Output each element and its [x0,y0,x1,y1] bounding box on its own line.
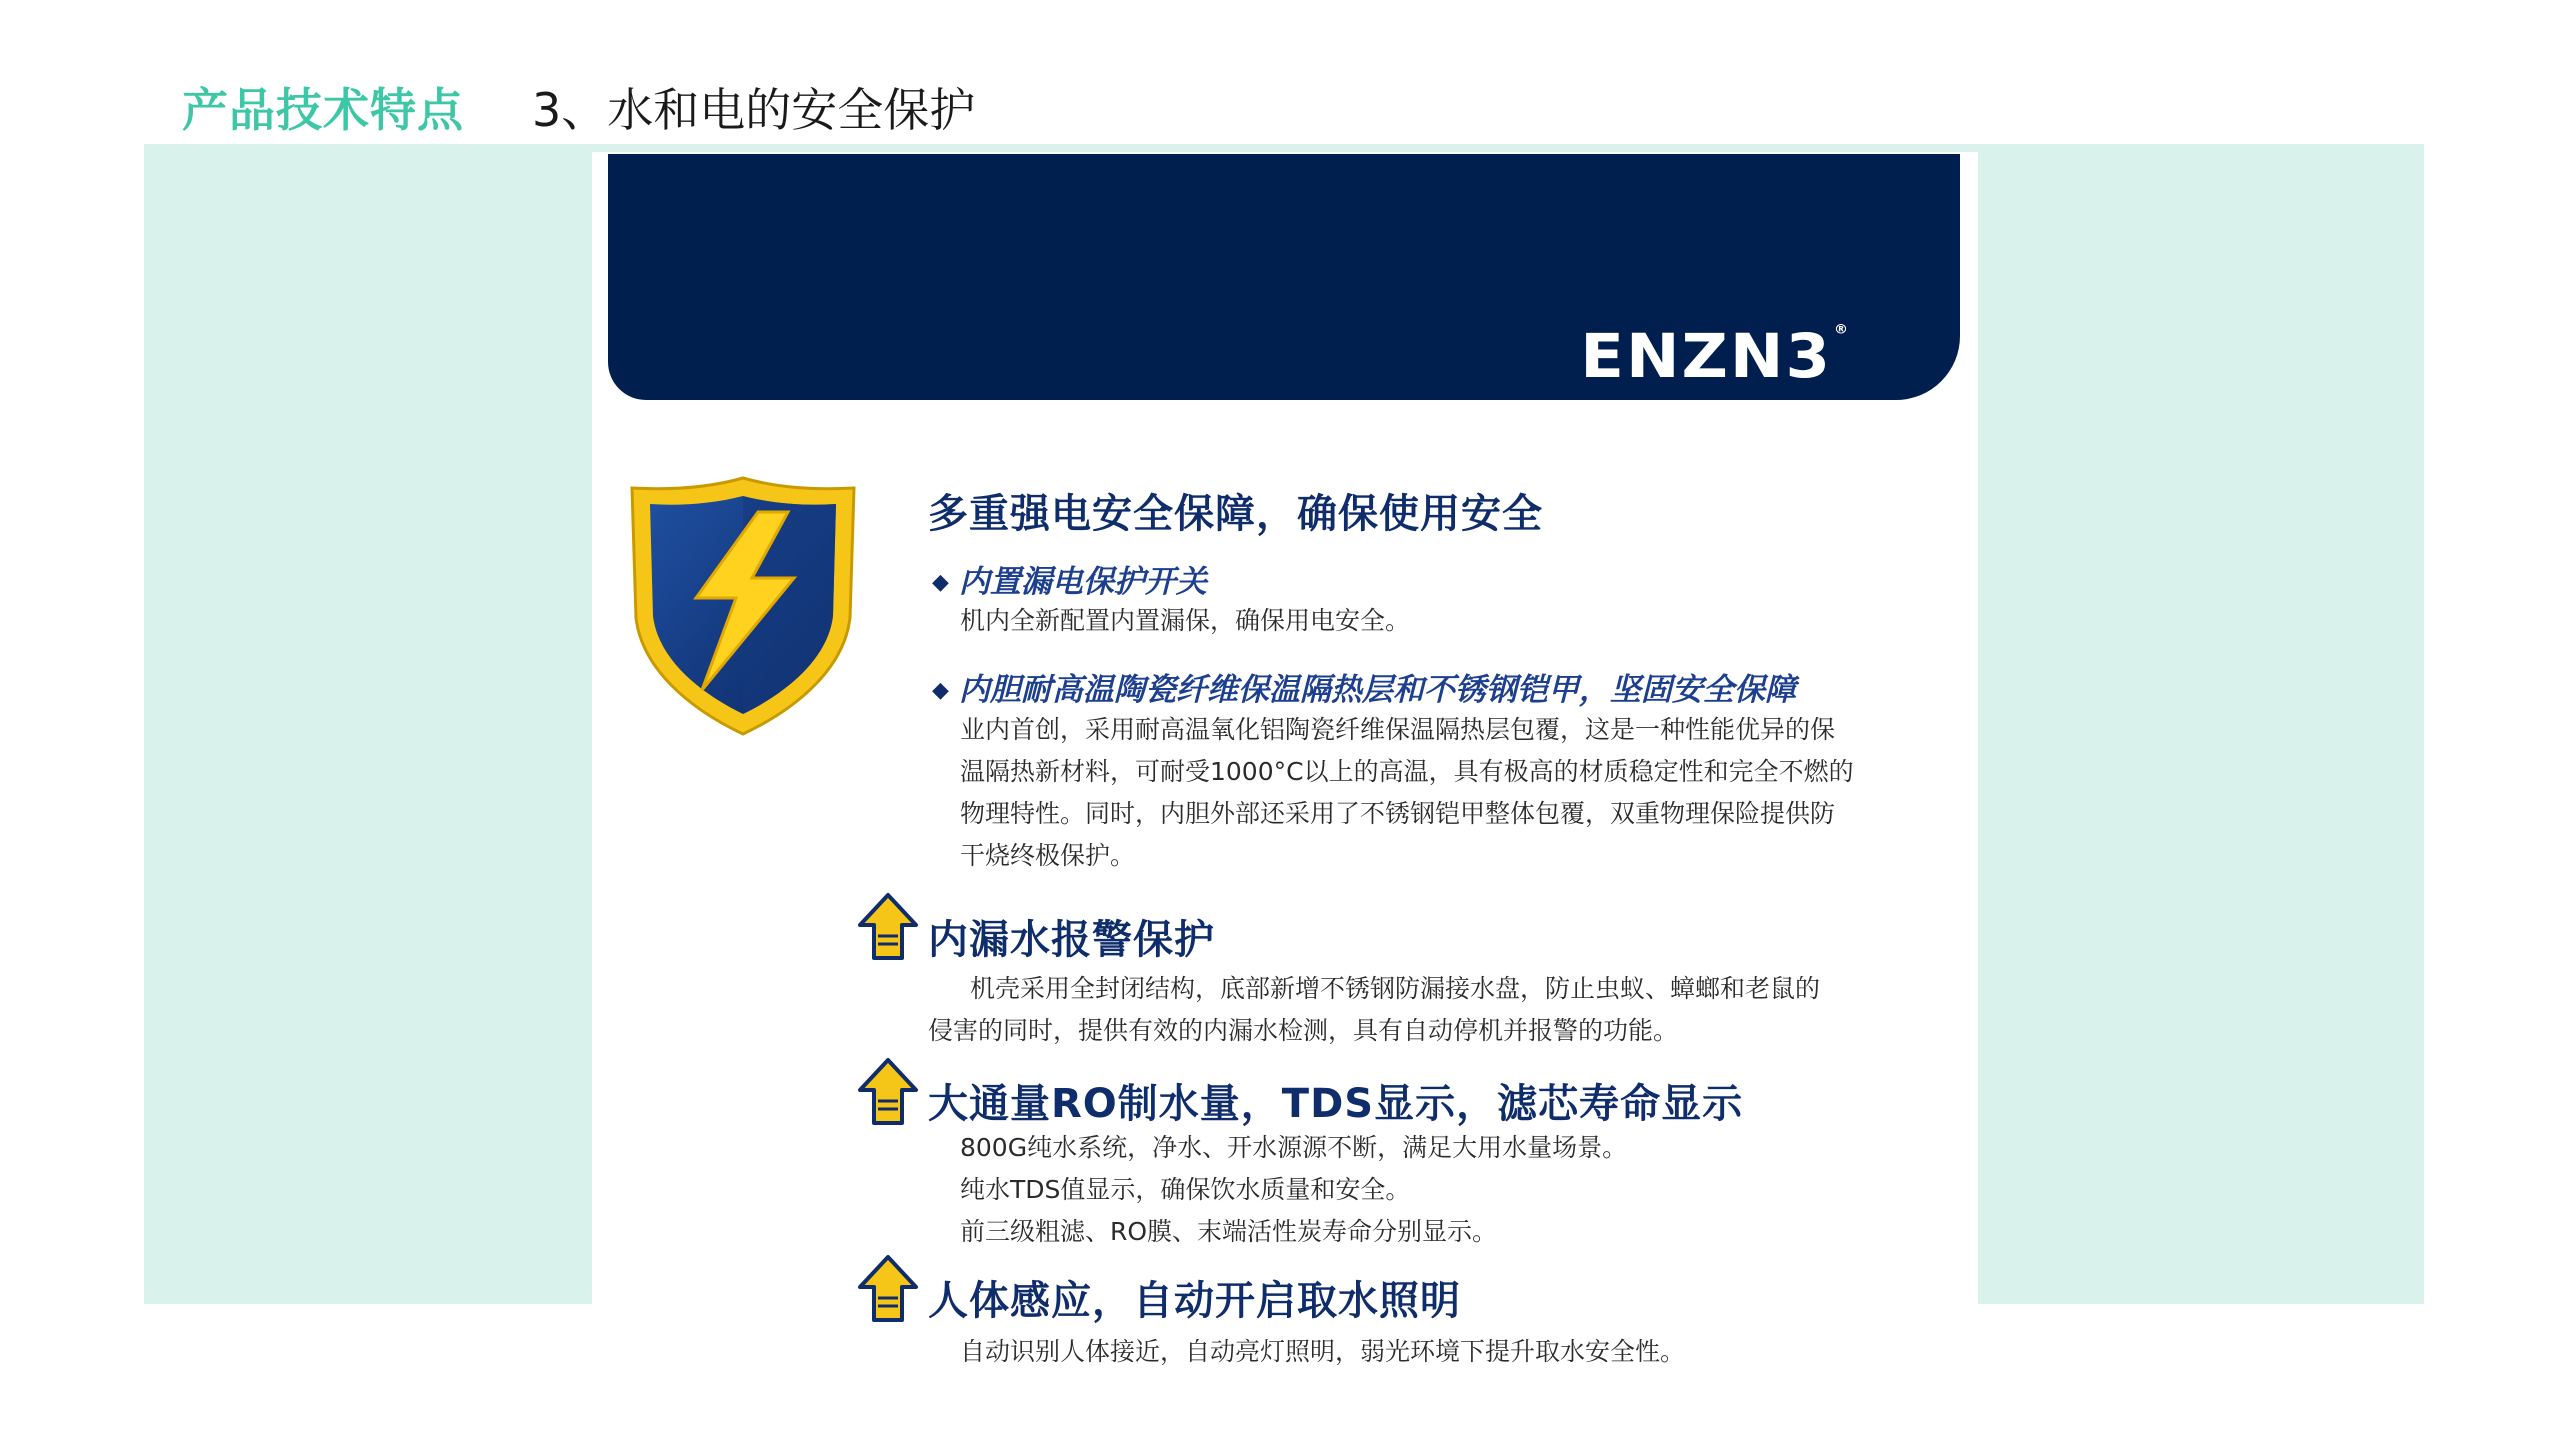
section-subtitle: 3、水和电的安全保护 [532,83,976,137]
brand-logo: ENZN3 ® [1580,321,1850,393]
up-arrow-icon [856,1057,920,1127]
brand-banner [608,154,1960,400]
section-label: 产品技术特点 [182,83,464,137]
section-3-text: 800G纯水系统，净水、开水源源不断，满足大用水量场景。 纯水TDS值显示，确保饮水质量和安全。 前三级粗滤、RO膜、末端活性炭寿命分别显示。 [960,1133,1628,1246]
bullet-1-text: 机内全新配置内置漏保，确保用电安全。 [960,606,1411,635]
section-1-title: 多重强电安全保障，确保使用安全 [928,491,1543,537]
section-2-title: 内漏水报警保护 [928,917,1215,963]
bullet-1-title: ◆ 内置漏电保护开关 [932,564,1207,600]
bullet-2-title: ◆ 内胆耐高温陶瓷纤维保温隔热层和不锈钢铠甲，坚固安全保障 [932,672,1796,708]
section-4-title: 人体感应，自动开启取水照明 [928,1278,1461,1324]
section-4-text: 自动识别人体接近，自动亮灯照明，弱光环境下提升取水安全性。 [960,1337,1686,1366]
section-2-text: 机壳采用全封闭结构，底部新增不锈钢防漏接水盘，防止虫蚁、蟑螂和老鼠的 侵害的同时，提供有效的内漏水检测，具有自动停机并报警的功能。 [928,974,1821,1045]
up-arrow-icon [856,1254,920,1324]
page-header [182,72,975,142]
lightning-shield-icon [618,468,868,742]
bullet-2-text: 业内首创，采用耐高温氧化铝陶瓷纤维保温隔热层包覆，这是一种性能优异的保 温隔热新材料，可耐受1000°C以上的高温，具有极高的材质稳定性和完全不燃的 物理特性。同时，内胆外部还采用了不锈钢铠甲整体包覆，双重物理保险提供防 干烧终极保护。 [960,715,1854,870]
section-3-title: 大通量RO制水量，TDS显示，滤芯寿命显示 [928,1081,1744,1127]
up-arrow-icon [856,892,920,962]
product-flyer-card [592,152,1978,1440]
